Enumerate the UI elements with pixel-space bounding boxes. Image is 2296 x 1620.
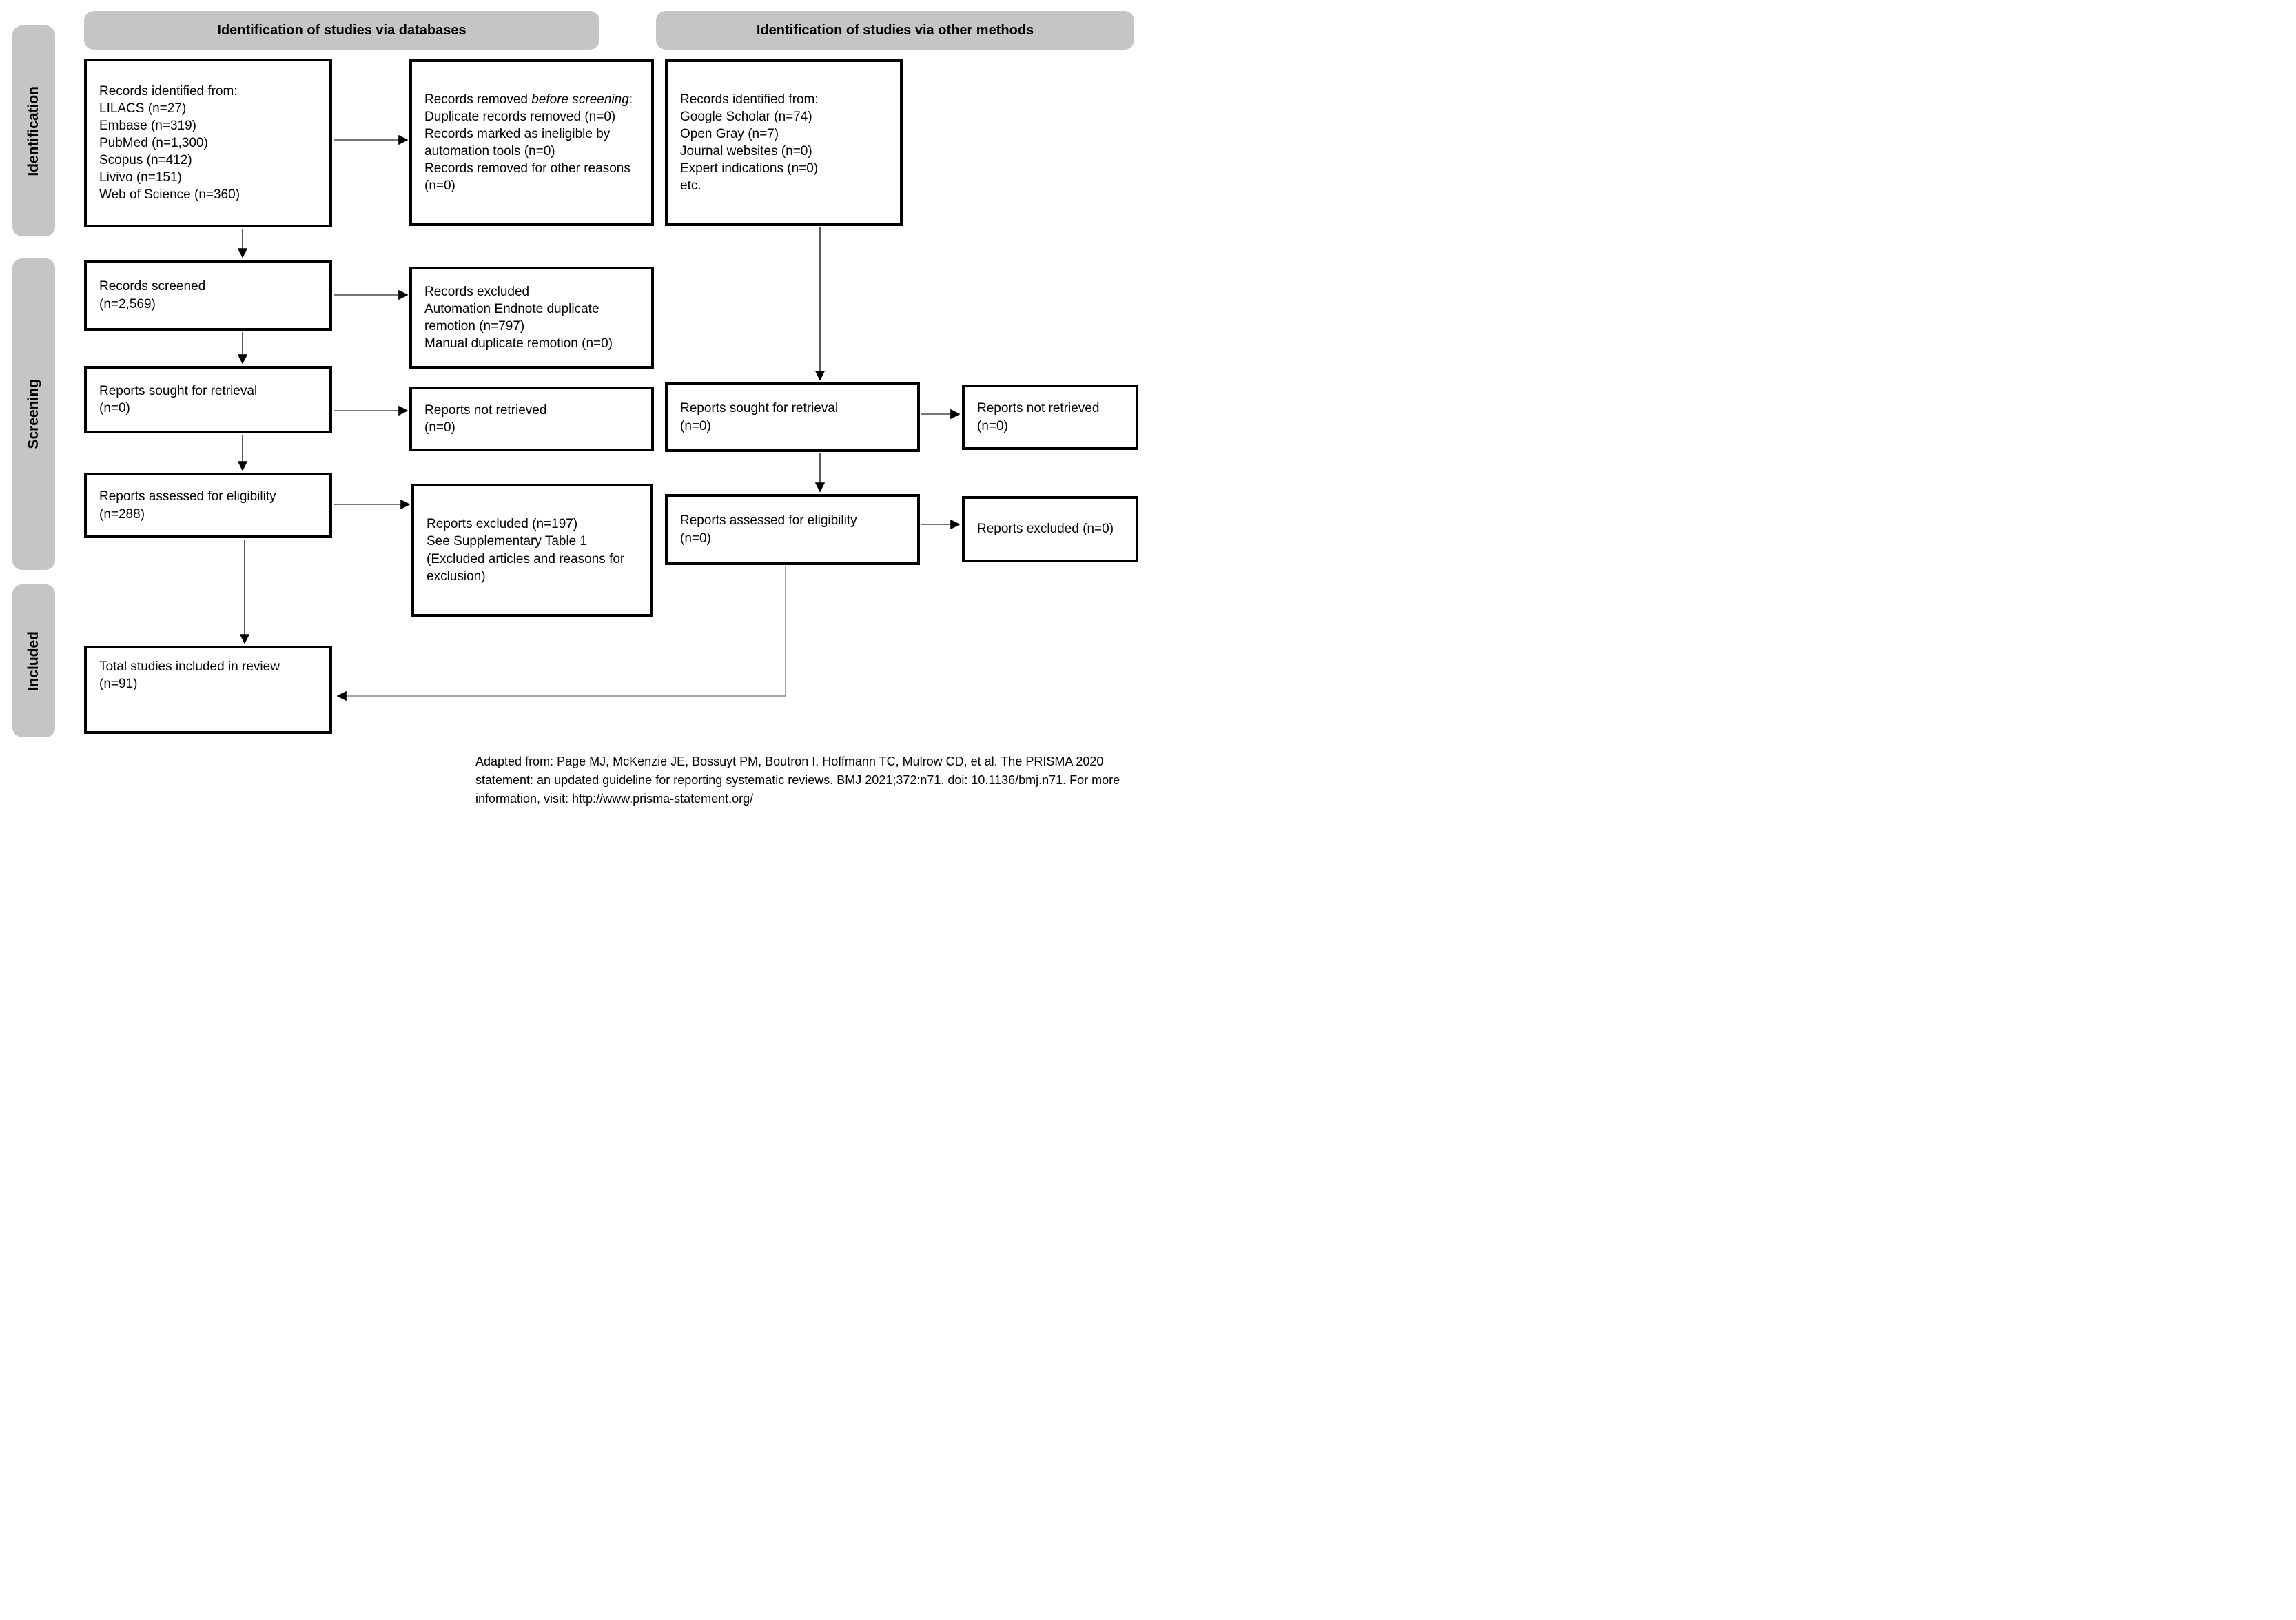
box-text-line: Open Gray (n=7) (680, 126, 779, 141)
box-text-line: See Supplementary Table 1 (Excluded articles and reasons for exclusion) (427, 534, 625, 584)
box-records-identified-databases (84, 59, 332, 227)
box-text-line: (n=91) (99, 677, 138, 692)
column-header-databases: Identification of studies via databases (84, 11, 599, 50)
stage-band-included (12, 584, 55, 737)
prisma-flow-diagram (0, 0, 1148, 810)
stage-label-screening: Screening (25, 379, 41, 449)
box-text-line: PubMed (n=1,300) (99, 135, 208, 150)
box-text-line: (n=0) (99, 401, 130, 416)
box-text-line: LILACS (n=27) (99, 101, 187, 116)
box-text-line: Web of Science (n=360) (99, 187, 240, 203)
box-text-line: Reports not retrieved (977, 401, 1100, 416)
box-text-line: Google Scholar (n=74) (680, 109, 812, 124)
box-records-excluded-duplicates (409, 267, 654, 369)
box-reports-assessed-databases (84, 473, 332, 538)
box-text-line: (n=288) (99, 506, 145, 522)
box-text-line: Reports assessed for eligibility (99, 489, 276, 504)
box-text-line: Expert indications (n=0) (680, 161, 819, 176)
box-text-line: Automation Endnote duplicate remotion (n=797) (424, 301, 599, 334)
box-text-line: (n=0) (977, 418, 1008, 433)
box-text-line: Embase (n=319) (99, 118, 196, 133)
box-text-line: Manual duplicate remotion (n=0) (424, 336, 613, 351)
box-reports-sought-other (665, 382, 920, 452)
box-text-line: Records excluded (424, 284, 530, 299)
records-removed-italic: before screening (531, 92, 629, 107)
box-text-line: etc. (680, 178, 701, 194)
stage-label-included: Included (25, 630, 41, 691)
records-removed-suffix: : (628, 92, 633, 107)
box-text-line (424, 91, 639, 108)
box-text-line: Records screened (99, 279, 206, 294)
box-reports-sought-databases (84, 366, 332, 433)
box-text-line: Duplicate records removed (n=0) (424, 109, 616, 124)
column-header-other-methods: Identification of studies via other methods (656, 11, 1134, 50)
box-text-line: Scopus (n=412) (99, 153, 192, 168)
box-text-line: Reports not retrieved (424, 402, 547, 418)
stage-band-screening (12, 258, 55, 570)
box-text-line: (n=0) (680, 418, 711, 433)
box-text-line: Reports excluded (n=0) (977, 522, 1114, 537)
box-text-line: Reports assessed for eligibility (680, 513, 857, 529)
stage-label-identification: Identification (25, 85, 41, 176)
box-reports-excluded-other (962, 496, 1138, 562)
box-text-line: Reports sought for retrieval (680, 401, 839, 416)
box-records-screened (84, 260, 332, 331)
box-records-identified-other (665, 59, 903, 226)
box-text-line: Reports excluded (n=197) (427, 517, 578, 532)
box-text-line: Records marked as ineligible by automation tools (n=0) (424, 126, 611, 158)
box-text-line: Records removed for other reasons (n=0) (424, 161, 631, 194)
box-text-line: (n=0) (680, 531, 711, 546)
box-text-line: Journal websites (n=0) (680, 144, 812, 158)
citation-text: Adapted from: Page MJ, McKenzie JE, Bossuyt PM, Boutron I, Hoffmann TC, Mulrow CD, et al. The PRISMA 2020 statement: an updated guideline for reporting systematic reviews. BMJ 2021;372:n71. doi: 10.1136/bmj.n71. For more information, visit: http://www.prisma-statement.org/ (475, 755, 1120, 806)
box-text-line: (n=2,569) (99, 296, 156, 311)
box-reports-assessed-other (665, 494, 920, 565)
box-text-line: Records identified from: (680, 92, 819, 107)
box-total-included (84, 646, 332, 734)
box-reports-not-retrieved-databases (409, 387, 654, 451)
box-reports-excluded-databases (411, 484, 653, 617)
box-text-line: Records identified from: (99, 83, 238, 99)
box-text-line: Reports sought for retrieval (99, 383, 258, 398)
box-text-line: (n=0) (424, 420, 455, 435)
stage-band-identification (12, 25, 55, 236)
records-removed-prefix: Records removed (424, 92, 532, 107)
box-records-removed-before-screening (409, 59, 654, 226)
box-text-line: Livivo (n=151) (99, 170, 182, 185)
box-reports-not-retrieved-other (962, 385, 1138, 450)
box-text-line: Total studies included in review (99, 659, 280, 674)
